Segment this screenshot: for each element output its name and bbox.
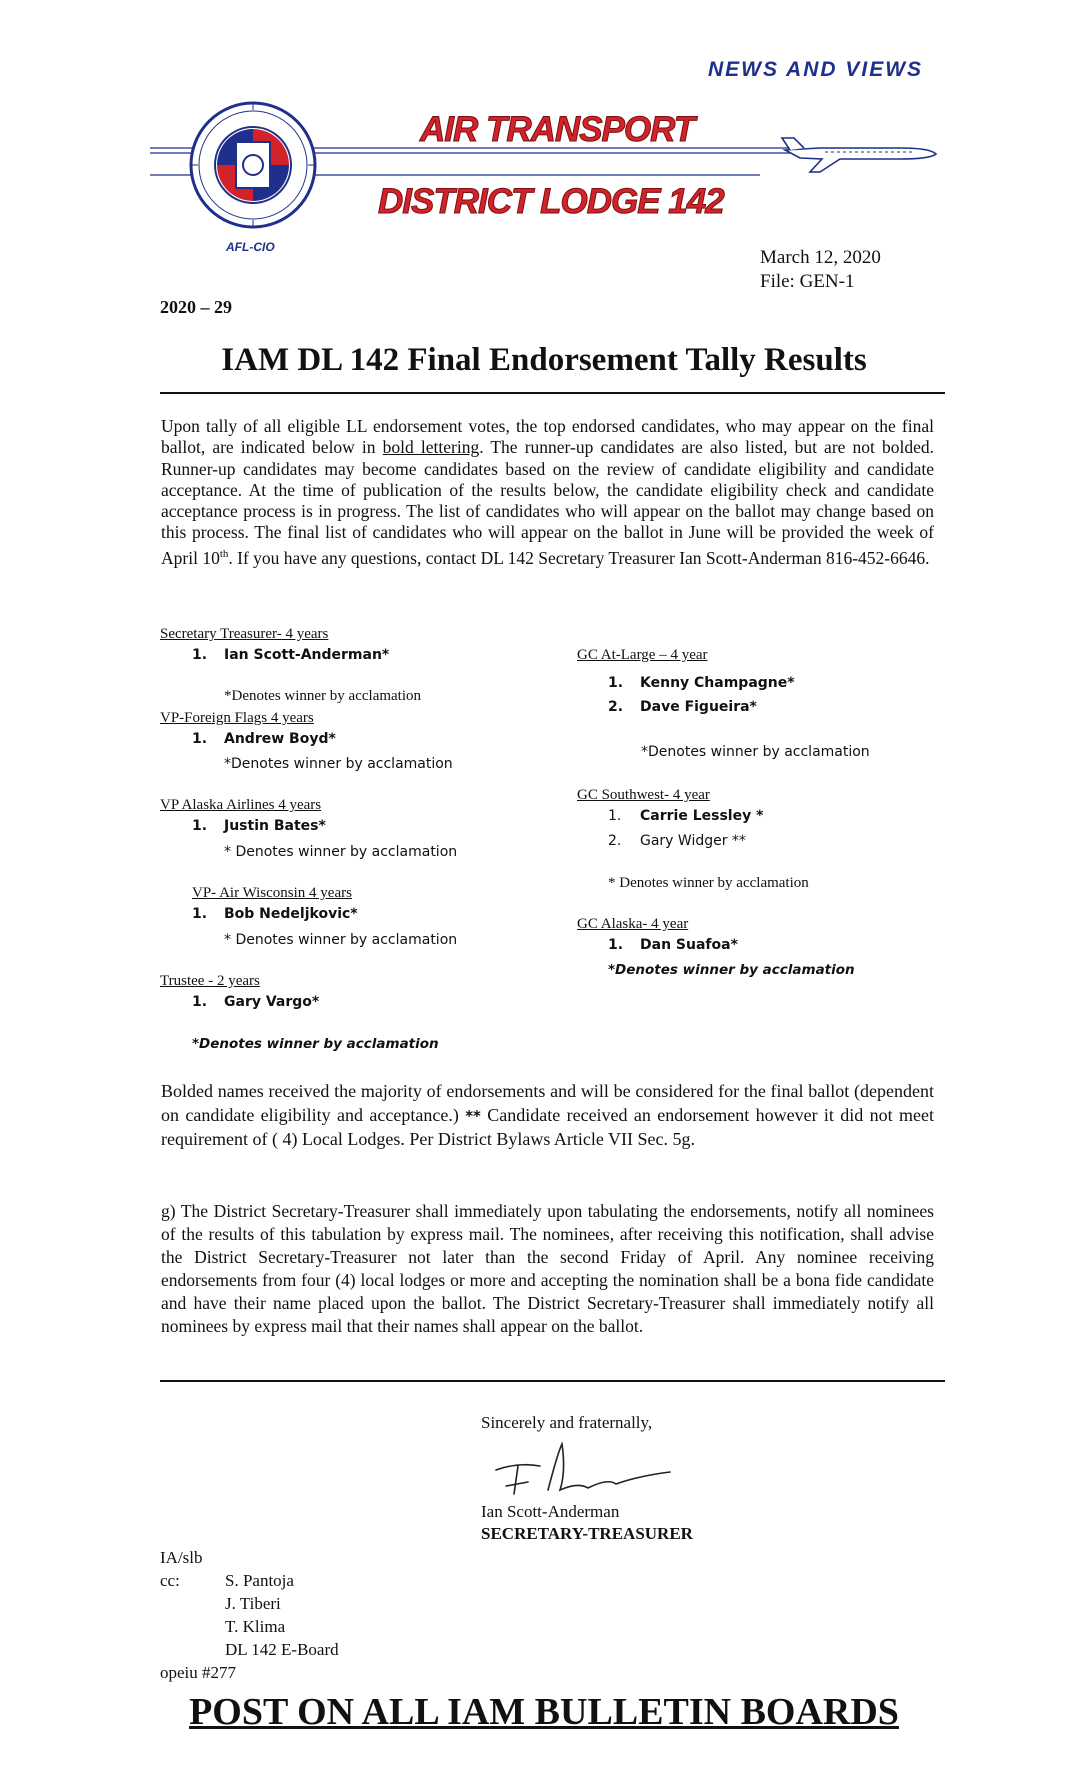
candidate-dan-suafoa: 1. Dan Suafoa* xyxy=(608,937,738,953)
union-label: opeiu #277 xyxy=(160,1663,237,1682)
cc-recipient: T. Klima xyxy=(225,1617,286,1636)
title-rule xyxy=(160,392,945,394)
bolded-names-paragraph: Bolded names received the majority of endorsements and will be considered for the final ballot (dependent on candidate eligibility and acceptance.) ** Candidate received an endorsement however it did not meet requirement of ( 4) Local Lodges. Per District Bylaws Article VII Sec. 5g. xyxy=(161,1081,934,1149)
acclamation-note: *Denotes winner by acclamation xyxy=(192,1036,439,1052)
airplane-icon xyxy=(780,128,940,188)
acclamation-note: * Denotes winner by acclamation xyxy=(224,844,458,860)
acclamation-note: *Denotes winner by acclamation xyxy=(224,756,453,772)
afl-cio-label: AFL-CIO xyxy=(226,240,275,254)
cc-recipient: DL 142 E-Board xyxy=(225,1640,339,1659)
acclamation-note: *Denotes winner by acclamation xyxy=(608,962,855,978)
bylaw-g-paragraph: g) The District Secretary-Treasurer shall immediately upon tabulating the endorsements, notify all nominees of the results of this tabulation by express mail. The nominees, after receiving this notification, shall advise the District Secretary-Treasurer not later than the second Friday of April. Any nominee receiving endorsements from four (4) local lodges or more and accepting the nomination shall be a bona fide candidate and have their name placed upon the ballot. The District Secretary-Treasurer shall immediately notify all nominees by express mail that their names shall appear on the ballot. xyxy=(161,1201,934,1336)
letter-date: March 12, 2020 xyxy=(760,247,881,268)
cc-recipient: S. Pantoja xyxy=(225,1571,294,1590)
candidate-gary-widger: 2. Gary Widger ** xyxy=(608,833,746,849)
candidate-ian-scott-anderman: 1. Ian Scott-Anderman* xyxy=(192,647,390,663)
signer-name: Ian Scott-Anderman xyxy=(481,1502,620,1521)
race-heading-trustee: Trustee - 2 years xyxy=(160,973,260,989)
race-heading-vp-air-wisconsin: VP- Air Wisconsin 4 years xyxy=(192,885,352,901)
candidate-carrie-lessley: 1. Carrie Lessley * xyxy=(608,808,764,824)
race-heading-gc-alaska: GC Alaska- 4 year xyxy=(577,916,689,932)
header-district-lodge: DISTRICT LODGE 142 xyxy=(378,182,724,221)
candidate-gary-vargo: 1. Gary Vargo* xyxy=(192,994,320,1010)
closing-salutation: Sincerely and fraternally, xyxy=(481,1413,653,1432)
race-heading-secretary-treasurer: Secretary Treasurer- 4 years xyxy=(160,626,329,642)
news-and-views-label: NEWS AND VIEWS xyxy=(708,58,924,81)
race-heading-gc-at-large: GC At-Large – 4 year xyxy=(577,647,708,663)
candidate-justin-bates: 1. Justin Bates* xyxy=(192,818,326,834)
header-air-transport: AIR TRANSPORT xyxy=(420,110,695,149)
bold-lettering-underline: bold lettering xyxy=(382,437,480,458)
signer-title: SECRETARY-TREASURER xyxy=(481,1524,693,1543)
candidate-kenny-champagne: 1. Kenny Champagne* xyxy=(608,675,795,691)
intro-paragraph: Upon tally of all eligible LL endorsement votes, the top endorsed candidates, who may appear on the final ballot, are indicated below in bold lettering. The runner-up candidates are also listed, but are not bolded. Runner-up candidates may become candidates based on the review of candidate eligibility and candidate acceptance. At the time of publication of the results below, the candidate eligibility check and candidate acceptance process is in progress. The list of candidates who will appear on the ballot may change based on this process. The final list of candidates who will appear on the ballot in June will be provided the week of April 10th. If you have any questions, contact DL 142 Secretary Treasurer Ian Scott-Anderman 816-452-6646. xyxy=(161,416,934,568)
race-heading-gc-southwest: GC Southwest- 4 year xyxy=(577,787,710,803)
initials: IA/slb xyxy=(160,1548,203,1567)
race-heading-vp-foreign-flags: VP-Foreign Flags 4 years xyxy=(160,710,314,726)
race-heading-vp-alaska-airlines: VP Alaska Airlines 4 years xyxy=(160,797,322,813)
acclamation-note: * Denotes winner by acclamation xyxy=(224,932,458,948)
page-title: IAM DL 142 Final Endorsement Tally Results xyxy=(221,342,867,378)
post-notice-footer: POST ON ALL IAM BULLETIN BOARDS xyxy=(189,1691,899,1733)
iam-seal-logo xyxy=(188,100,318,240)
candidate-andrew-boyd: 1. Andrew Boyd* xyxy=(192,731,336,747)
section-rule xyxy=(160,1380,945,1382)
file-reference: File: GEN-1 xyxy=(760,271,855,292)
acclamation-note: *Denotes winner by acclamation xyxy=(224,688,422,704)
candidate-bob-nedeljkovic: 1. Bob Nedeljkovic* xyxy=(192,906,358,922)
bulletin-number: 2020 – 29 xyxy=(160,297,232,317)
signature-image xyxy=(488,1432,678,1504)
acclamation-note: * Denotes winner by acclamation xyxy=(608,875,809,891)
cc-label: cc: xyxy=(160,1571,180,1590)
cc-recipient: J. Tiberi xyxy=(225,1594,281,1613)
acclamation-note: *Denotes winner by acclamation xyxy=(641,744,870,760)
candidate-dave-figueira: 2. Dave Figueira* xyxy=(608,699,757,715)
